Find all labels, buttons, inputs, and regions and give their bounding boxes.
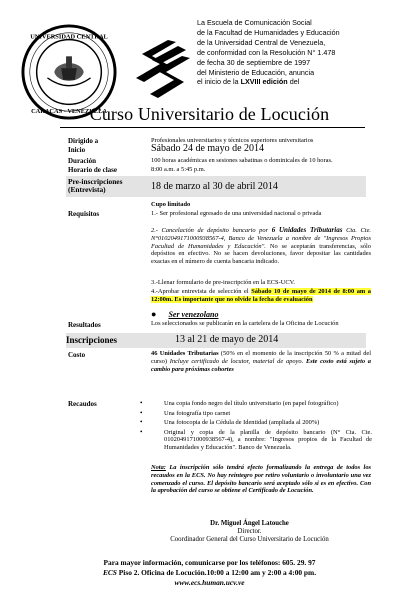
requisito-2: 2.- Cancelación de depósito bancario por 6 Unidades Tributarias Cta. Cte. N°0102049171000938567-4, Banco de Venezuela a nombre de "Ingresos Propios Facultad de Humanidades y Educación". No se aceptarán transferencias, sólo depósitos en efectivo. No se hacen devoluciones, favor depositar las cantidades exactas en el número de cuenta bancaria indicado. xyxy=(151,226,372,266)
intro-line: de la Universidad Central de Venezuela, xyxy=(197,37,326,47)
intro-line: del Ministerio de Educación, anuncia xyxy=(197,67,315,77)
signature-name: Dr. Miguel Ángel Latouche xyxy=(210,520,289,527)
dirigido-value: Profesionales universitarios y técnicos superiores universitarios xyxy=(151,137,314,144)
signature-office: Coordinador General del Curso Universitario de Locución xyxy=(170,536,329,543)
dirigido-label: Dirigido a xyxy=(68,137,99,145)
requisito-1: 1.- Ser profesional egresado de una universidad nacional o privada xyxy=(151,210,322,217)
nota-text: Nota: La inscripción sólo tendrá efecto formalizando la entrega de todos los recaudos en la ECS. No hay reintegro por retiro voluntario o involuntario una vez comenzado el curso. El depósito bancario será aceptado sólo si es en efectivo. Con la aprobación del curso se obtiene el Certificado de Locución. xyxy=(151,464,371,495)
intro-line: La Escuela de Comunicación Social xyxy=(197,18,312,27)
horario-value: 8:00 a.m. a 5:45 p.m. xyxy=(151,166,206,173)
preinscripciones-value: 18 de marzo al 30 de abril 2014 xyxy=(151,181,278,192)
costo-label: Costo xyxy=(68,351,86,359)
resultados-value: Los seleccionados se publicarán en la cartelera de la Oficina de Locución xyxy=(151,320,339,327)
list-item: • Una fotocopia de la Cédula de Identidad (ampliada al 200%) xyxy=(140,418,320,427)
inicio-label: Inicio xyxy=(68,146,86,154)
costo-value: 46 Unidades Tributarias (50% en el momento de la inscripción 50 % a mitad del curso) Incluye certificado de locutor, material de apoyo. Este costo está sujeto a cambio para próximas cohortes xyxy=(151,350,372,373)
footer-phone: Para mayor información, comunicarse por los teléfonos: 605. 29. 97 xyxy=(103,558,316,567)
requisito-5: ● Ser venezolano xyxy=(151,309,219,319)
signature-role: Director. xyxy=(237,528,262,535)
edition-label: LXVIII edición xyxy=(240,77,288,87)
inscripciones-value: 13 al 21 de mayo de 2014 xyxy=(175,334,279,345)
cupo-limitado: Cupo limitado xyxy=(151,201,191,208)
ecs-logo xyxy=(130,38,200,108)
list-item: • Original y copia de la planilla de depósito bancario (N° Cta. Cte. 0102049171000938567-4), a nombre: "Ingresos propios de la Facultad de Humanidades y Educación". Banco de Venezuela. xyxy=(140,427,372,451)
resultados-label: Resultados xyxy=(68,321,101,329)
requisitos-label: Requisitos xyxy=(68,210,100,218)
intro-line: de fecha 30 de septiembre de 1997 xyxy=(197,57,311,67)
duracion-value: 100 horas académicas en sesiones sabatinas o dominicales de 10 horas. xyxy=(151,157,333,164)
page-title: Curso Universitario de Locución xyxy=(89,104,330,124)
list-item: • Una fotografía tipo carnet xyxy=(140,408,231,417)
inscripciones-label: Inscripciones xyxy=(66,335,118,345)
footer-website[interactable]: www.ecs.human.ucv.ve xyxy=(174,578,245,587)
seal-text-bottom: CARACAS - VENEZUELA xyxy=(31,108,107,116)
requisito-3: 3.-Llenar formulario de pre-inscripción en la ECS-UCV. xyxy=(151,279,295,286)
recaudos-list xyxy=(140,399,372,452)
duracion-label: Duración xyxy=(68,157,96,165)
intro-line: de la Facultad de Humanidades y Educación xyxy=(197,27,340,37)
recaudos-label: Recaudos xyxy=(68,400,97,408)
horario-label: Horario de clase xyxy=(68,166,117,174)
preinscripciones-label: Pre-inscripciones (Entrevista) xyxy=(68,177,123,194)
requisito-4: 4.-Aprobar entrevista de selección el Sábado 10 de mayo de 2014 de 8:00 am a 12:00m. Es importante que no olvide la fecha de evaluación xyxy=(151,288,371,303)
seal-text-top: UNIVERSIDAD CENTRAL xyxy=(30,33,108,41)
title-divider xyxy=(60,127,365,128)
footer-office: ECS Piso 2. Oficina de Locución.10:00 a 12:00 am y 2:00 a 4:00 pm. xyxy=(102,568,317,577)
list-item: • Una copia fondo negro del título universitario (en papel fotográfico) xyxy=(140,399,339,407)
intro-text xyxy=(197,18,419,87)
intro-line: de conformidad con la Resolución N° 1.478 xyxy=(197,47,336,57)
intro-line-edition: el inicio de la LXVIII edición del xyxy=(197,77,300,87)
inicio-value: Sábado 24 de mayo de 2014 xyxy=(151,143,265,154)
